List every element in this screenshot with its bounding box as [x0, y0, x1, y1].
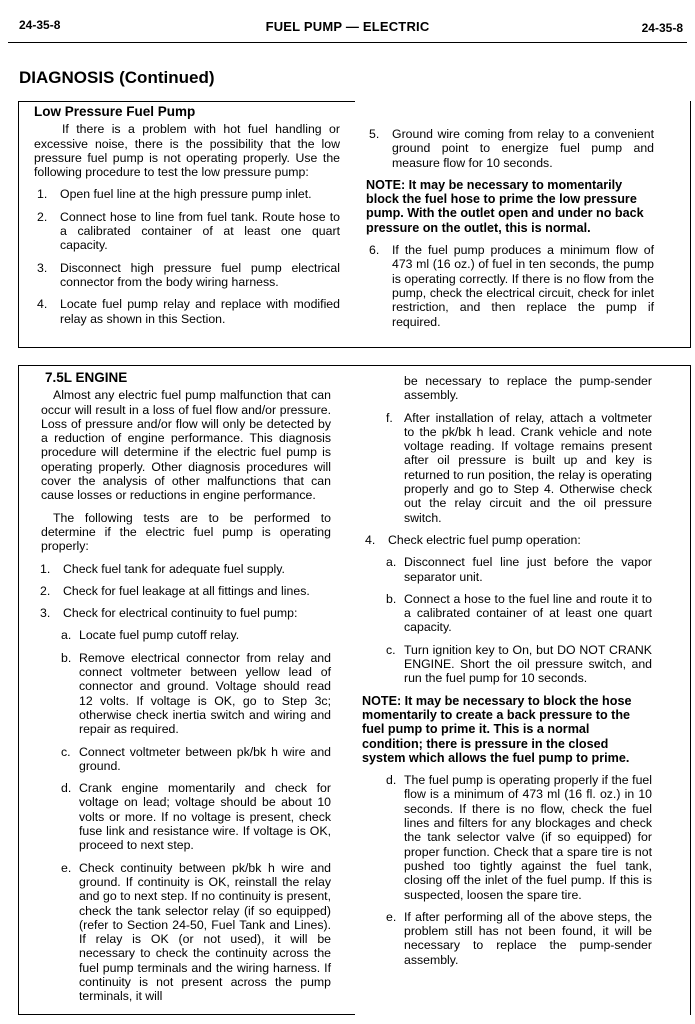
- low-pressure-note: NOTE: It may be necessary to momentarily block the fuel hose to prime the low pressure pump. With the outlet open and under no back pressure on the outlet, this is normal.: [366, 177, 644, 235]
- low-pressure-right-column: [366, 127, 654, 337]
- list-item: 2. Check for fuel leakage at all fittings and lines.: [40, 583, 310, 598]
- box2-right-rule: [690, 365, 691, 1015]
- engine-note: NOTE: It may be necessary to block the hose momentarily to create a back pressure to the fuel pump to prime it. This is a normal condition; there is pressure in the closed system which allows the fuel pump to prime.: [362, 693, 632, 765]
- box2-top-left-rule: [18, 365, 355, 366]
- list-item: 1. Open fuel line at the high pressure pump inlet.: [37, 187, 312, 202]
- list-item: d. Crank engine momentarily and check for voltage on lead; voltage should be about 10 volts or more. If no voltage is present, check fuse link and resistance wire. If voltage is OK, proceed to next step.: [61, 781, 331, 853]
- engine-left-column: [40, 370, 331, 1012]
- list-item: 1. Check fuel tank for adequate fuel supply.: [40, 561, 285, 576]
- box1-top-left-rule: [18, 101, 355, 102]
- list-item: a. Locate fuel pump cutoff relay.: [61, 628, 240, 643]
- list-item: 2. Connect hose to line from fuel tank. Route hose to a calibrated container of at least one quart capacity.: [37, 209, 340, 253]
- list-item: d. The fuel pump is operating properly if the fuel flow is a minimum of 473 ml (16 fl. oz.) in 10 seconds. If there is no flow, check the fuel lines and filters for any blockages and check the tank selector valve (if so equipped) for proper function. Check that a spare tire is not pushed too tightly against the fuel tank, closing off the inlet of the fuel pump. If this is suspected, loosen the spare tire.: [386, 773, 652, 902]
- section-title: DIAGNOSIS (Continued): [19, 68, 215, 87]
- page-title: FUEL PUMP — ELECTRIC: [265, 19, 430, 34]
- engine-para-2: The following tests are to be performed to determine if the electric fuel pump is operating properly:: [41, 510, 331, 554]
- engine-para-1: Almost any electric fuel pump malfunction that can occur will result in a loss of fuel flow and/or pressure. Loss of pressure and/or flow will only be detected by a reduction of engine performance. This diagnosis procedure will determine if the electric fuel pump is operating properly. Other diagnosis procedures will cover the analysis of other malfunctions that can cause losses or reductions in engine performance.: [41, 388, 331, 503]
- list-item: e. If after performing all of the above steps, the problem still has not been found, it will be necessary to replace the pump-sender assembly.: [386, 909, 652, 967]
- list-item: b. Connect a hose to the fuel line and route it to a calibrated container of at least one quart capacity.: [386, 591, 652, 635]
- list-item: 5. Ground wire coming from relay to a convenient ground point to energize fuel pump and measure flow for 10 seconds.: [369, 127, 654, 170]
- list-item: c. Turn ignition key to On, but DO NOT CRANK ENGINE. Short the oil pressure switch, and run the fuel pump for 10 seconds.: [386, 642, 652, 686]
- page-number-left: 24-35-8: [19, 18, 61, 32]
- box1-bottom-right-rule: [355, 347, 691, 348]
- box1-right-rule: [690, 101, 691, 348]
- list-item: 3. Check for electrical continuity to fuel pump:: [40, 606, 298, 621]
- step-3e-continued: be necessary to replace the pump-sender assembly.: [404, 374, 652, 403]
- list-item: 6. If the fuel pump produces a minimum flow of 473 ml (16 oz.) of fuel in ten seconds, the pump is operating correctly. If there is no flow from the pump, check the electrical circuit, check for inlet restriction, and then replace the pump if required.: [369, 243, 654, 329]
- header-rule: [8, 42, 687, 43]
- list-item: f. After installation of relay, attach a voltmeter to the pk/bk h lead. Crank vehicle and note voltage reading. If voltage remains present after oil pressure is built up and key is returned to run position, the relay is operating properly and go to Step 4. Otherwise check out the relay circuit and the oil pressure switch.: [386, 410, 652, 525]
- list-item: c. Connect voltmeter between pk/bk h wire and ground.: [61, 744, 331, 773]
- list-item: 4. Check electric fuel pump operation:: [365, 532, 581, 547]
- engine-right-column: [362, 374, 652, 975]
- list-item: 4. Locate fuel pump relay and replace with modified relay as shown in this Section.: [37, 297, 340, 326]
- list-item: 3. Disconnect high pressure fuel pump electrical connector from the body wiring harness.: [37, 260, 340, 289]
- low-pressure-left-column: [34, 105, 340, 334]
- page-header: [0, 0, 695, 42]
- list-item: a. Disconnect fuel line just before the vapor separator unit.: [386, 555, 652, 584]
- box2-top-right-rule: [355, 365, 691, 366]
- page-number-right: 24-35-8: [641, 21, 683, 35]
- list-item: e. Check continuity between pk/bk h wire and ground. If continuity is OK, reinstall the relay and go to next step. If no continuity is present, check the tank selector relay (if so equipped) (refer to Section 24-50, Fuel Tank and Lines). If relay is OK (or not used), it will be necessary to check the continuity across the fuel pump terminals and the wiring harness. If continuity is not present across the pump terminals, it will: [61, 860, 331, 1004]
- list-item: b. Remove electrical connector from relay and connect voltmeter between yellow lead of connector and ground. Voltage should read 12 volts. If voltage is OK, go to Step 3c; otherwise check inertia switch and wiring and repair as required.: [61, 650, 331, 737]
- low-pressure-heading: Low Pressure Fuel Pump: [34, 104, 196, 119]
- engine-heading: 7.5L ENGINE: [45, 370, 128, 385]
- low-pressure-intro: If there is a problem with hot fuel handling or excessive noise, there is the possibility that the low pressure fuel pump is not operating properly. Use the following procedure to test the low pressure pump:: [34, 122, 340, 180]
